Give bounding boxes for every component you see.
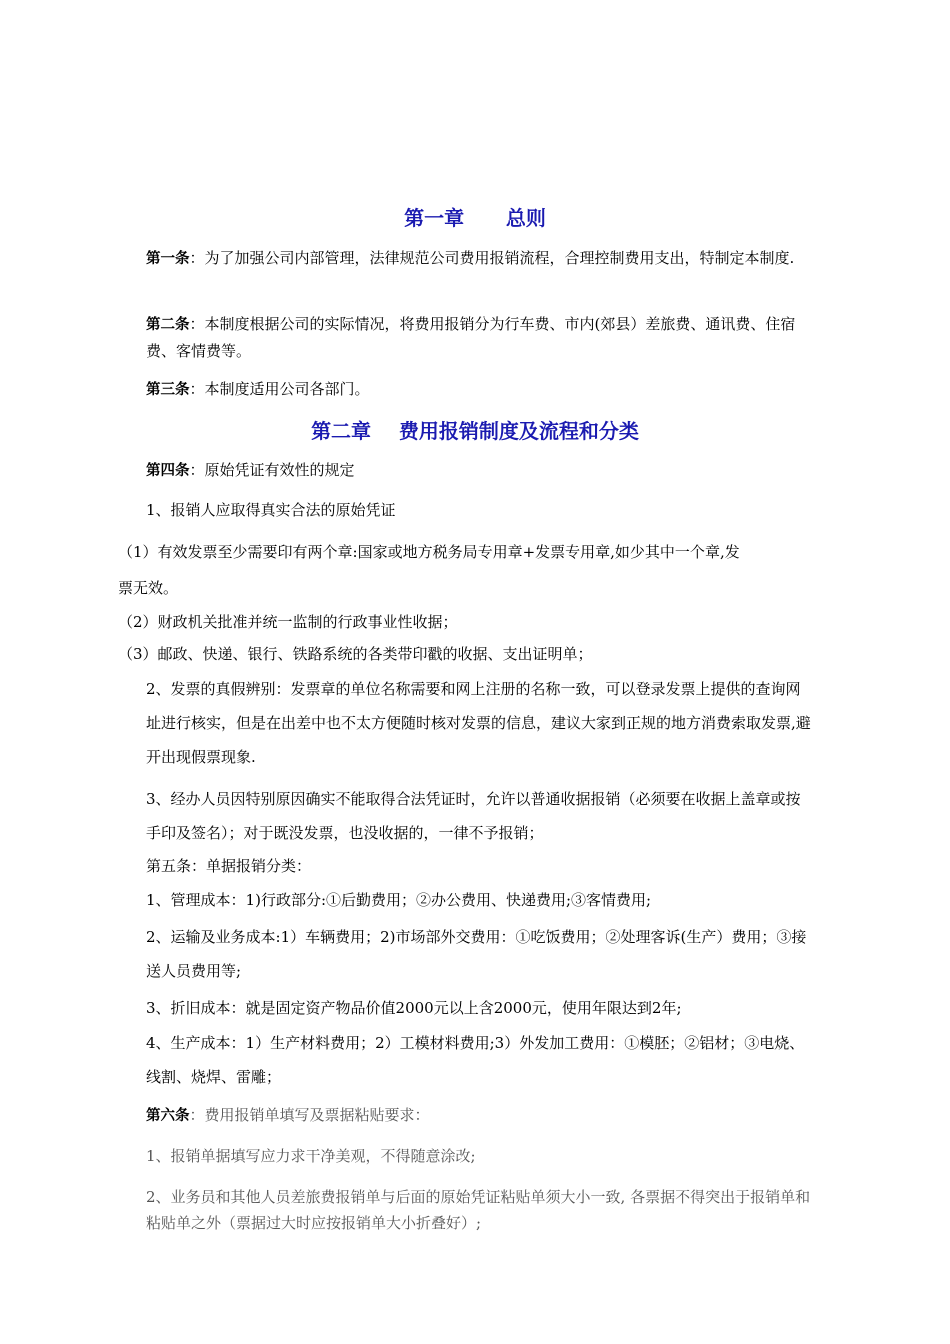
article-6 bbox=[146, 1101, 430, 1130]
clause-4-1-1: （1）有效发票至少需要印有两个章:国家或地方税务局专用章+发票专用章,如少其中一个章,发 bbox=[118, 543, 740, 561]
clause-4-3: 3、经办人员因特别原因确实不能取得合法凭证时，允许以普通收据报销（必须要在收据上盖章或按手印及签名）；对于既没发票，也没收据的，一律不予报销； bbox=[146, 790, 801, 842]
article-label: 第三条 bbox=[146, 382, 190, 398]
clause-5-4: 4、生产成本：1）生产材料费用；2）工模材料费用;3）外发加工费用：①模胚；②铝材；③电烧、线割、烧焊、雷雕； bbox=[146, 1034, 805, 1086]
clause-6-2: 2、业务员和其他人员差旅费报销单与后面的原始凭证粘贴单须大小一致, 各票据不得突出于报销单和粘贴单之外（票据过大时应按报销单大小折叠好）; bbox=[146, 1188, 811, 1232]
article-label: 第二条 bbox=[146, 317, 190, 333]
article-1 bbox=[146, 245, 806, 272]
chapter-1-title: 第一章 总则 bbox=[404, 206, 546, 230]
article-2 bbox=[146, 311, 806, 364]
article-text: ：费用报销单填写及票据粘贴要求： bbox=[189, 1106, 430, 1124]
article-label: 第四条 bbox=[146, 463, 190, 479]
article-5: 第五条：单据报销分类： bbox=[146, 857, 312, 875]
clause-4-1: 1、报销人应取得真实合法的原始凭证 bbox=[146, 501, 396, 519]
clause-4-1-2: （2）财政机关批准并统一监制的行政事业性收据； bbox=[118, 613, 458, 631]
clause-5-1: 1、管理成本：1)行政部分:①后勤费用；②办公费用、快递费用;③客情费用; bbox=[146, 891, 652, 909]
chapter-2-title: 第二章 费用报销制度及流程和分类 bbox=[311, 419, 639, 443]
article-text: ：本制度根据公司的实际情况，将费用报销分为行车费、市内(郊县）差旅费、通讯费、住宿费、客情费等。 bbox=[146, 315, 796, 360]
clause-4-1-3: （3）邮政、快递、银行、铁路系统的各类带印戳的收据、支出证明单； bbox=[118, 645, 593, 663]
clause-4-1-1-cont: 票无效。 bbox=[118, 579, 179, 597]
clause-6-1: 1、报销单据填写应力求干净美观，不得随意涂改; bbox=[146, 1147, 476, 1165]
article-text: ：原始凭证有效性的规定 bbox=[189, 461, 355, 479]
article-text: ：本制度适用公司各部门。 bbox=[189, 380, 370, 398]
article-label: 第一条 bbox=[146, 251, 190, 267]
clause-4-2: 2、发票的真假辨别：发票章的单位名称需要和网上注册的名称一致，可以登录发票上提供的查询网址进行核实，但是在出差中也不太方便随时核对发票的信息，建议大家到正规的地方消费索取发票,避开出现假票现象. bbox=[146, 680, 811, 766]
article-4 bbox=[146, 456, 355, 485]
clause-5-3: 3、折旧成本：就是固定资产物品价值2000元以上含2000元，使用年限达到2年; bbox=[146, 999, 682, 1017]
article-text: ：为了加强公司内部管理，法律规范公司费用报销流程，合理控制费用支出，特制定本制度. bbox=[189, 249, 795, 267]
article-3 bbox=[146, 375, 370, 404]
clause-5-2: 2、运输及业务成本:1）车辆费用；2)市场部外交费用：①吃饭费用；②处理客诉(生产）费用；③接送人员费用等; bbox=[146, 928, 807, 980]
article-label: 第六条 bbox=[146, 1108, 190, 1124]
